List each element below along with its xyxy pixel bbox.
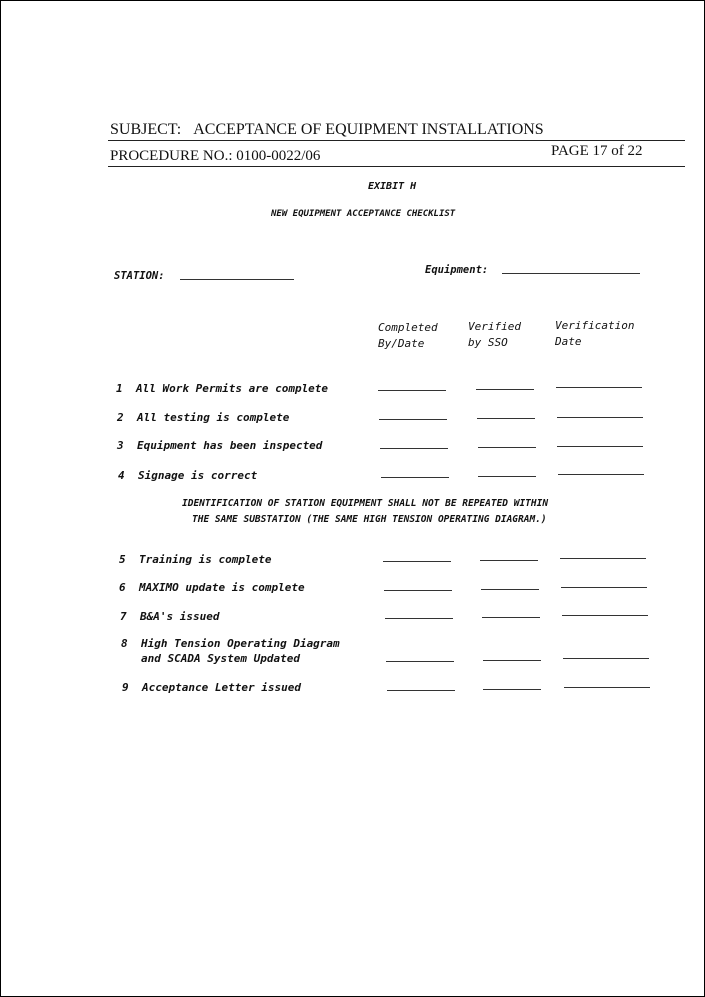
item-5-date-line[interactable] — [560, 558, 646, 559]
item-8-verified-line[interactable] — [483, 660, 541, 661]
header-rule-2 — [108, 166, 685, 167]
checklist-item-9 — [122, 680, 301, 695]
item-text-line2: and SCADA System Updated — [141, 652, 300, 665]
item-text: All testing is complete — [137, 411, 290, 424]
item-7-date-line[interactable] — [562, 615, 648, 616]
item-number: 6 — [119, 581, 126, 594]
item-1-verified-line[interactable] — [476, 389, 534, 390]
item-number: 3 — [117, 439, 124, 452]
item-4-date-line[interactable] — [558, 474, 644, 475]
column-verification-date: Verification Date — [555, 319, 635, 348]
item-number: 2 — [117, 411, 124, 424]
item-9-date-line[interactable] — [564, 687, 650, 688]
checklist-item-7 — [120, 609, 219, 624]
item-6-verified-line[interactable] — [481, 589, 539, 590]
item-text: B&A's issued — [140, 610, 220, 623]
item-2-date-line[interactable] — [557, 417, 643, 418]
item-text: High Tension Operating Diagram — [141, 637, 340, 650]
procedure-number: PROCEDURE NO.: 0100-0022/06 — [110, 148, 321, 164]
station-field[interactable] — [180, 279, 294, 280]
item-5-completed-line[interactable] — [383, 561, 451, 562]
checklist-item-3 — [117, 438, 322, 453]
equipment-field[interactable] — [502, 273, 640, 274]
page-number: PAGE 17 of 22 — [551, 143, 643, 159]
item-7-verified-line[interactable] — [482, 617, 540, 618]
subject-line — [110, 121, 544, 139]
item-4-completed-line[interactable] — [381, 477, 449, 478]
item-1-date-line[interactable] — [556, 387, 642, 388]
checklist-item-2 — [117, 410, 289, 425]
item-number: 7 — [120, 610, 127, 623]
item-number: 9 — [122, 681, 129, 694]
checklist-item-5 — [119, 552, 271, 567]
subject-label: SUBJECT: — [110, 121, 182, 138]
item-3-completed-line[interactable] — [380, 448, 448, 449]
checklist-item-8 — [121, 636, 340, 666]
item-text: Signage is correct — [138, 469, 258, 482]
item-3-verified-line[interactable] — [478, 447, 536, 448]
identification-note: IDENTIFICATION OF STATION EQUIPMENT SHALL NOT BE REPEATED WITHIN THE SAME SUBSTATION (THE SAME HIGH TENSION OPERATING DIAGRAM.) — [182, 498, 549, 525]
item-text: Equipment has been inspected — [137, 439, 323, 452]
item-7-completed-line[interactable] — [385, 618, 453, 619]
item-text: All Work Permits are complete — [136, 382, 329, 395]
checklist-item-4 — [118, 468, 257, 483]
checklist-item-1 — [116, 381, 328, 396]
exhibit-heading: EXIBIT H — [368, 181, 417, 192]
item-number: 8 — [121, 637, 128, 650]
item-number: 4 — [118, 469, 125, 482]
column-verified: Verified by SSO — [468, 320, 521, 349]
item-4-verified-line[interactable] — [478, 476, 536, 477]
item-number: 5 — [119, 553, 126, 566]
item-8-completed-line[interactable] — [386, 661, 454, 662]
item-5-verified-line[interactable] — [480, 560, 538, 561]
header-rule-1 — [108, 140, 685, 141]
equipment-label: Equipment: — [425, 264, 489, 276]
subject-text: ACCEPTANCE OF EQUIPMENT INSTALLATIONS — [193, 121, 544, 138]
item-text: Acceptance Letter issued — [142, 681, 301, 694]
item-9-verified-line[interactable] — [483, 689, 541, 690]
station-label: STATION: — [114, 270, 165, 282]
item-6-completed-line[interactable] — [384, 590, 452, 591]
item-text: Training is complete — [139, 553, 272, 566]
item-3-date-line[interactable] — [557, 446, 643, 447]
item-6-date-line[interactable] — [561, 587, 647, 588]
item-2-verified-line[interactable] — [477, 418, 535, 419]
column-completed: Completed By/Date — [378, 321, 438, 350]
item-number: 1 — [116, 382, 123, 395]
checklist-item-6 — [119, 580, 305, 595]
checklist-title: NEW EQUIPMENT ACCEPTANCE CHECKLIST — [271, 209, 456, 219]
item-1-completed-line[interactable] — [378, 390, 446, 391]
item-8-date-line[interactable] — [563, 658, 649, 659]
item-text: MAXIMO update is complete — [139, 581, 305, 594]
item-9-completed-line[interactable] — [387, 690, 455, 691]
item-2-completed-line[interactable] — [379, 419, 447, 420]
